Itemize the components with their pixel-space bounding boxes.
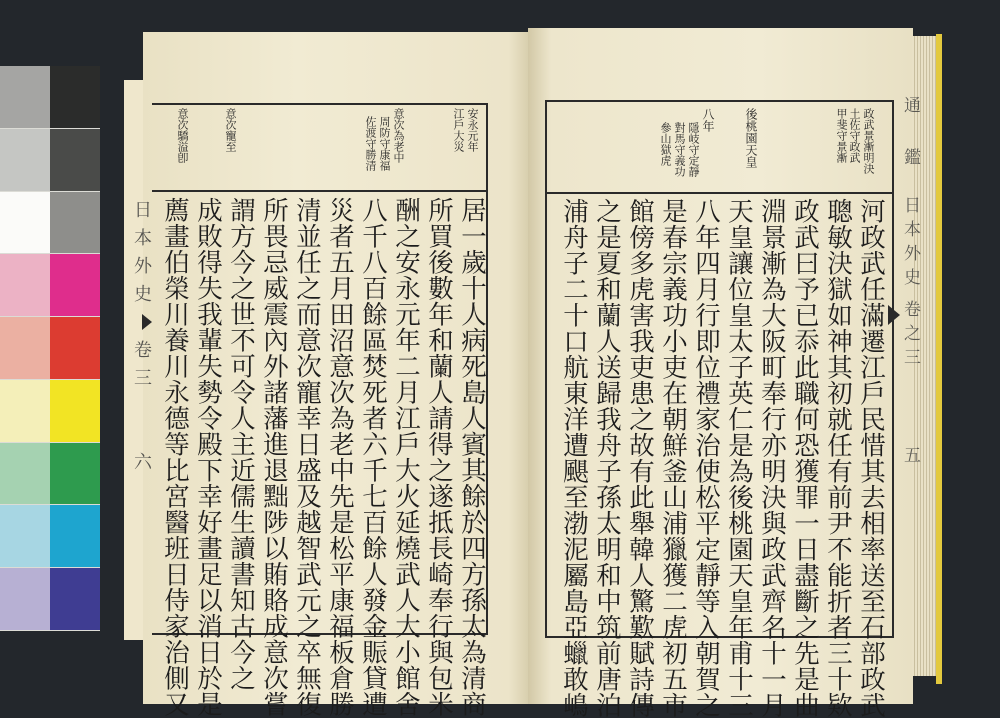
left-text-column-4: 八千八百餘區焚死者六千七百餘人發金賑貸遭 xyxy=(358,197,388,717)
right-note-2: 土佐守政武 xyxy=(848,108,861,163)
yellow-back-cover xyxy=(936,34,942,684)
left-text-column-10: 薦畫伯榮川養川永德等比宮醫班日侍家治側又 xyxy=(160,197,190,717)
left-margin-char-6: 三 xyxy=(131,368,152,386)
left-margin-char-1: 日 xyxy=(131,200,152,218)
color-calibration-chart xyxy=(0,66,100,631)
left-note-4: 周防守康福 xyxy=(378,116,391,171)
right-note-8: 參山獄虎 xyxy=(659,122,672,166)
color-swatch xyxy=(50,129,100,191)
color-swatch xyxy=(50,443,100,505)
color-swatch xyxy=(50,380,100,442)
right-text-column-9: 之是夏和蘭人送歸我舟子孫太明和中筑前唐泊 xyxy=(592,198,622,718)
left-margin-char-3: 外 xyxy=(131,256,152,274)
left-text-column-7: 所畏忌威震內外諸藩進退黜陟以賄賂成意次嘗 xyxy=(259,197,289,717)
right-text-column-8: 館傍多虎害我吏患之故有此舉韓人驚歎賦詩傳 xyxy=(625,198,655,718)
left-text-column-9: 成敗得失我輩失勢令殿下幸好畫足以消日於是 xyxy=(193,197,223,717)
edge-char-2: 鑑 xyxy=(900,148,920,165)
color-swatch xyxy=(0,505,50,567)
left-margin-char-7: 六 xyxy=(131,452,152,470)
right-note-6: 隱岐守定靜 xyxy=(687,122,700,177)
edge-char-8: 之 xyxy=(900,324,920,341)
color-swatch xyxy=(0,254,50,316)
left-note-6: 意次寵至 xyxy=(224,108,237,152)
right-header-rule xyxy=(545,192,892,194)
edge-char-4: 本 xyxy=(900,220,920,237)
left-text-column-5: 災者五月田沼意次為老中先是松平康福板倉勝 xyxy=(325,197,355,717)
left-text-column-2: 所買後數年和蘭人請得之遂抵長崎奉行與包米 xyxy=(424,197,454,717)
right-note-7: 對馬守義功 xyxy=(673,122,686,177)
right-note-5: 八年 xyxy=(701,108,715,132)
left-margin-char-5: 卷 xyxy=(131,340,152,358)
color-swatch xyxy=(50,317,100,379)
right-text-column-3: 政武曰予已忝此職何恐獲罪一日盡斷之先是曲 xyxy=(790,198,820,718)
left-note-2: 江戶大災 xyxy=(452,108,465,152)
left-note-1: 安永元年 xyxy=(466,108,479,152)
left-text-column-8: 謂方今之世不可令人主近儒生讀書知古今之 xyxy=(226,197,256,691)
color-swatch xyxy=(50,192,100,254)
edge-char-5: 外 xyxy=(900,244,920,261)
color-swatch xyxy=(50,568,100,630)
color-swatch xyxy=(50,505,100,567)
right-text-column-2: 聰敏決獄如神其初就任有前尹不能折者三十欵 xyxy=(823,198,853,718)
color-swatch xyxy=(50,66,100,128)
color-swatch xyxy=(0,568,50,630)
left-note-7: 意次驕溢卽 xyxy=(176,108,189,163)
color-swatch xyxy=(0,192,50,254)
edge-char-7: 卷 xyxy=(900,300,920,317)
color-swatch xyxy=(50,254,100,316)
left-note-3: 意次為老中 xyxy=(392,108,405,163)
edge-char-1: 通 xyxy=(900,96,920,113)
right-text-column-4: 淵景漸為大阪町奉行亦明決與政武齊名十一月 xyxy=(757,198,787,718)
edge-char-6: 史 xyxy=(900,268,920,285)
right-note-1: 政武景漸明決 xyxy=(862,108,875,174)
right-text-column-10: 浦舟子二十口航東洋遭颶至渤泥屬島亞蠟敢嶋 xyxy=(559,198,589,718)
right-note-3: 甲斐守景漸 xyxy=(835,108,848,163)
right-text-column-1: 河政武任滿遷江戶民惜其去相率送至石部政武 xyxy=(856,198,886,718)
left-margin-char-4: 史 xyxy=(131,284,152,302)
color-swatch xyxy=(0,317,50,379)
left-header-rule xyxy=(152,190,488,192)
color-swatch xyxy=(0,66,50,128)
color-swatch xyxy=(0,380,50,442)
edge-char-9: 三 xyxy=(900,348,920,365)
edge-char-10: 五 xyxy=(900,446,920,463)
color-swatch xyxy=(0,443,50,505)
fold-mark-left xyxy=(142,314,152,330)
right-text-column-6: 八年四月行即位禮家治使松平定靜等入朝賀之 xyxy=(691,198,721,718)
color-swatch xyxy=(0,129,50,191)
edge-char-3: 日 xyxy=(900,196,920,213)
right-text-column-7: 是春宗義功小吏在朝鮮釜山浦獵獲二虎初五市 xyxy=(658,198,688,718)
right-text-column-5: 天皇讓位皇太子英仁是為後桃園天皇年甫十三 xyxy=(724,198,754,718)
right-note-4: 後桃園天皇 xyxy=(744,108,758,168)
left-text-column-6: 清並任之而意次寵幸日盛及越智武元之卒無復 xyxy=(292,197,322,717)
left-text-column-1: 居一歲十人病死島人賓其餘於四方孫太為清商 xyxy=(457,197,487,717)
left-note-5: 佐渡守勝清 xyxy=(364,116,377,171)
left-text-column-3: 酬之安永元年二月江戶大火延燒武人大小館舍 xyxy=(391,197,421,717)
left-margin-char-2: 本 xyxy=(131,228,152,246)
